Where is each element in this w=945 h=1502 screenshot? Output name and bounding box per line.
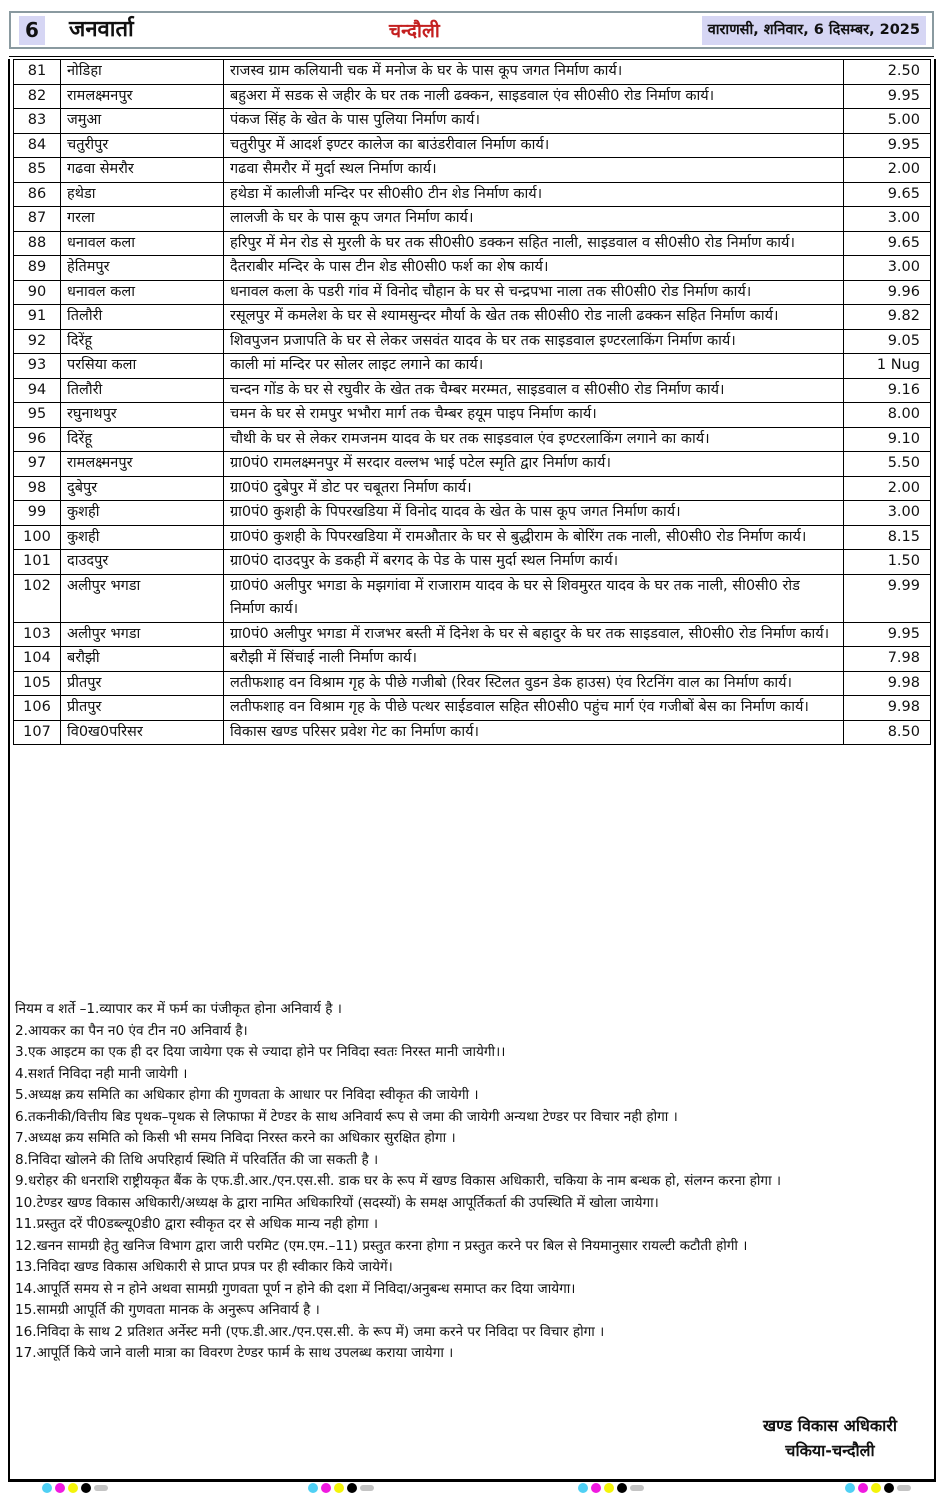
estimated-amount: 9.98 [844, 671, 931, 696]
serial-number: 81 [14, 60, 61, 85]
village-name: कुशही [61, 525, 224, 550]
table-row [14, 133, 931, 158]
registration-marks-right [845, 1483, 911, 1493]
work-description: रसूलपुर में कमलेश के घर से श्यामसुन्दर मौर्या के खेत तक सी0सी0 रोड नाली ढक्कन सहित निर्माण कार्य। [224, 305, 844, 330]
table-row [14, 280, 931, 305]
work-description: ग्रा0पं0 रामलक्ष्मनपुर में सरदार वल्लभ भाई पटेल स्मृति द्वार निर्माण कार्य। [224, 452, 844, 477]
registration-bar-icon [897, 1485, 911, 1491]
terms-and-conditions [13, 999, 931, 1365]
serial-number: 100 [14, 525, 61, 550]
serial-number: 98 [14, 476, 61, 501]
registration-marks-center-right [578, 1483, 644, 1493]
serial-number: 82 [14, 84, 61, 109]
work-description: ग्रा0पं0 कुशही के पिपरखडिया में विनोद यादव के खेत के पास कूप जगत निर्माण कार्य। [224, 501, 844, 526]
table-row [14, 671, 931, 696]
header-rule [9, 56, 934, 57]
estimated-amount: 1 Nug [844, 354, 931, 379]
estimated-amount: 9.95 [844, 622, 931, 647]
village-name: दिरेंहू [61, 329, 224, 354]
table-row [14, 256, 931, 281]
serial-number: 95 [14, 403, 61, 428]
village-name: बरौझी [61, 647, 224, 672]
work-description: ग्रा0पं0 दुबेपुर में डोट पर चबूतरा निर्माण कार्य। [224, 476, 844, 501]
village-name: धनावल कला [61, 280, 224, 305]
village-name: गरला [61, 207, 224, 232]
work-description: विकास खण्ड परिसर प्रवेश गेट का निर्माण कार्य। [224, 720, 844, 745]
estimated-amount: 8.50 [844, 720, 931, 745]
village-name: गढवा सेमरौर [61, 158, 224, 183]
table-row [14, 305, 931, 330]
estimated-amount: 9.82 [844, 305, 931, 330]
table-row [14, 207, 931, 232]
estimated-amount: 3.00 [844, 501, 931, 526]
estimated-amount: 9.98 [844, 696, 931, 721]
estimated-amount: 9.65 [844, 182, 931, 207]
table-row [14, 647, 931, 672]
work-description: हथेडा में कालीजी मन्दिर पर सी0सी0 टीन शेड निर्माण कार्य। [224, 182, 844, 207]
estimated-amount: 9.65 [844, 231, 931, 256]
estimated-amount: 9.05 [844, 329, 931, 354]
registration-dot-icon [591, 1483, 601, 1493]
registration-dot-icon [858, 1483, 868, 1493]
term-item: 13.निविदा खण्ड विकास अधिकारी से प्राप्त प्रपत्र पर ही स्वीकार किये जायेगें। [15, 1259, 393, 1275]
serial-number: 104 [14, 647, 61, 672]
estimated-amount: 5.50 [844, 452, 931, 477]
work-description: चतुरीपुर में आदर्श इण्टर कालेज का बाउंडरीवाल निर्माण कार्य। [224, 133, 844, 158]
estimated-amount: 8.00 [844, 403, 931, 428]
registration-dot-icon [604, 1483, 614, 1493]
estimated-amount: 9.95 [844, 84, 931, 109]
estimated-amount: 3.00 [844, 256, 931, 281]
serial-number: 91 [14, 305, 61, 330]
serial-number: 94 [14, 378, 61, 403]
term-item: 11.प्रस्तुत दरें पी0डब्ल्यू0डी0 द्वारा स्वीकृत दर से अधिक मान्य नही होगा । [15, 1216, 379, 1232]
work-description: काली मां मन्दिर पर सोलर लाइट लगाने का कार्य। [224, 354, 844, 379]
village-name: वि0ख0परिसर [61, 720, 224, 745]
term-item: नियम व शर्ते –1.व्यापार कर में फर्म का पंजीकृत होना अनिवार्य है । [15, 1001, 342, 1017]
work-description: लालजी के घर के पास कूप जगत निर्माण कार्य। [224, 207, 844, 232]
work-description: लतीफशाह वन विश्राम गृह के पीछे गजीबो (रिवर स्टिलत वुडन डेक हाउस) एंव रिटनिंग वाल का निर्माण कार्य। [224, 671, 844, 696]
village-name: रामलक्ष्मनपुर [61, 84, 224, 109]
serial-number: 105 [14, 671, 61, 696]
estimated-amount: 9.95 [844, 133, 931, 158]
table-row [14, 525, 931, 550]
serial-number: 93 [14, 354, 61, 379]
village-name: हेतिमपुर [61, 256, 224, 281]
term-item: 4.सशर्त निविदा नही मानी जायेगी । [15, 1065, 188, 1082]
serial-number: 102 [14, 574, 61, 622]
serial-number: 89 [14, 256, 61, 281]
village-name: अलीपुर भगडा [61, 622, 224, 647]
registration-dot-icon [347, 1483, 357, 1493]
term-item: 2.आयकर का पैन न0 एंव टीन न0 अनिवार्य है। [15, 1022, 248, 1039]
term-item: 15.सामग्री आपूर्ति की गुणवता मानक के अनुरूप अनिवार्य है । [15, 1302, 320, 1318]
village-name: जमुआ [61, 109, 224, 134]
term-item: 12.खनन सामग्री हेतु खनिज विभाग द्वारा जारी परमिट (एम.एम.–11) प्रस्तुत करना होगा न प्रस्तुत करने पर बिल से नियमानुसार रायल्टी कटौती होगी । [15, 1237, 748, 1254]
term-item: 10.टेण्डर खण्ड विकास अधिकारी/अध्यक्ष के द्वारा नामित अधिकारियों (सदस्यों) के समक्ष आपूर्तिकर्ता की उपस्थिति में खोला जायेगा। [15, 1194, 659, 1211]
registration-dot-icon [845, 1483, 855, 1493]
village-name: चतुरीपुर [61, 133, 224, 158]
serial-number: 92 [14, 329, 61, 354]
village-name: तिलौरी [61, 305, 224, 330]
term-item: 5.अध्यक्ष क्रय समिति का अधिकार होगा की गुणवता के आधार पर निविदा स्वीकृत की जायेगी । [15, 1087, 479, 1103]
table-row [14, 158, 931, 183]
registration-dot-icon [81, 1483, 91, 1493]
section-title: चन्दौली [389, 20, 440, 42]
village-name: हथेडा [61, 182, 224, 207]
term-item: 7.अध्यक्ष क्रय समिति को किसी भी समय निविदा निरस्त करने का अधिकार सुरक्षित होगा । [15, 1130, 456, 1146]
table-row [14, 109, 931, 134]
serial-number: 101 [14, 550, 61, 575]
table-row [14, 501, 931, 526]
serial-number: 107 [14, 720, 61, 745]
registration-dot-icon [334, 1483, 344, 1493]
serial-number: 99 [14, 501, 61, 526]
registration-dot-icon [55, 1483, 65, 1493]
work-description: बरौझी में सिंचाई नाली निर्माण कार्य। [224, 647, 844, 672]
footer-rule [8, 1479, 936, 1480]
work-description: चन्दन गोंड के घर से रघुवीर के खेत तक चैम्बर मरम्मत, साइडवाल व सी0सी0 रोड निर्माण कार्य। [224, 378, 844, 403]
work-description: दैतराबीर मन्दिर के पास टीन शेड सी0सी0 फर्श का शेष कार्य। [224, 256, 844, 281]
work-description: गढवा सैमरौर में मुर्दा स्थल निर्माण कार्य। [224, 158, 844, 183]
term-item: 9.धरोहर की धनराशि राष्ट्रीयकृत बैंक के एफ.डी.आर./एन.एस.सी. डाक घर के रूप में खण्ड विकास अधिकारी, चकिया के नाम बन्धक हो, संलग्न करना होगा । [15, 1173, 782, 1189]
serial-number: 88 [14, 231, 61, 256]
estimated-amount: 1.50 [844, 550, 931, 575]
table-row [14, 720, 931, 745]
village-name: प्रीतपुर [61, 696, 224, 721]
village-name: कुशही [61, 501, 224, 526]
village-name: दुबेपुर [61, 476, 224, 501]
estimated-amount: 3.00 [844, 207, 931, 232]
estimated-amount: 9.96 [844, 280, 931, 305]
estimated-amount: 2.50 [844, 60, 931, 85]
work-description: धनावल कला के पडरी गांव में विनोद चौहान के घर से चन्द्रपभा नाला तक सी0सी0 रोड निर्माण कार्य। [224, 280, 844, 305]
page-number: 6 [19, 16, 45, 45]
village-name: धनावल कला [61, 231, 224, 256]
village-name: दिरेंहू [61, 427, 224, 452]
table-row [14, 354, 931, 379]
registration-dot-icon [871, 1483, 881, 1493]
serial-number: 85 [14, 158, 61, 183]
estimated-amount: 8.15 [844, 525, 931, 550]
table-row [14, 329, 931, 354]
signatory-location: चकिया-चन्दौली [785, 1441, 875, 1460]
table-row [14, 476, 931, 501]
registration-dot-icon [321, 1483, 331, 1493]
dateline: वाराणसी, शनिवार, 6 दिसम्बर, 2025 [702, 16, 926, 45]
table-row [14, 696, 931, 721]
term-item: 16.निविदा के साथ 2 प्रतिशत अर्नेस्ट मनी (एफ.डी.आर./एन.एस.सी. के रूप में) जमा करने पर निविदा पर विचार होगा । [15, 1323, 605, 1340]
term-item: 14.आपूर्ति समय से न होने अथवा सामग्री गुणवता पूर्ण न होने की दशा में निविदा/अनुबन्ध समाप्त कर दिया जायेगा। [15, 1280, 576, 1297]
table-row [14, 427, 931, 452]
work-description: राजस्व ग्राम कलियानी चक में मनोज के घर के पास कूप जगत निर्माण कार्य। [224, 60, 844, 85]
term-item: 17.आपूर्ति किये जाने वाली मात्रा का विवरण टेण्डर फार्म के साथ उपलब्ध कराया जायेगा । [15, 1345, 454, 1361]
newspaper-name: जनवार्ता [69, 17, 134, 42]
term-item: 6.तकनीकी/वित्तीय बिड पृथक–पृथक से लिफाफा में टेण्डर के साथ अनिवार्य रूप से जमा की जायेगी अन्यथा टेण्डर पर विचार नही होगा । [15, 1108, 678, 1125]
estimated-amount: 5.00 [844, 109, 931, 134]
serial-number: 103 [14, 622, 61, 647]
table-row [14, 231, 931, 256]
estimated-amount: 2.00 [844, 476, 931, 501]
serial-number: 83 [14, 109, 61, 134]
work-description: चमन के घर से रामपुर भभौरा मार्ग तक चैम्बर हयूम पाइप निर्माण कार्य। [224, 403, 844, 428]
signature-block [763, 1413, 897, 1463]
works-table [13, 59, 931, 745]
registration-marks-left [42, 1483, 108, 1493]
term-item: 3.एक आइटम का एक ही दर दिया जायेगा एक से ज्यादा होने पर निविदा स्वतः निरस्त मानी जायेगी।। [15, 1044, 506, 1060]
registration-dot-icon [617, 1483, 627, 1493]
table-row [14, 378, 931, 403]
registration-dot-icon [68, 1483, 78, 1493]
signatory-designation: खण्ड विकास अधिकारी [762, 1416, 897, 1435]
work-description: बहुअरा में सडक से जहीर के घर तक नाली ढक्कन, साइडवाल एंव सी0सी0 रोड निर्माण कार्य। [224, 84, 844, 109]
work-description: ग्रा0पं0 दाउदपुर के डकही में बरगद के पेड के पास मुर्दा स्थल निर्माण कार्य। [224, 550, 844, 575]
estimated-amount: 7.98 [844, 647, 931, 672]
table-row [14, 574, 931, 622]
work-description: ग्रा0पं0 अलीपुर भगडा के मझगांवा में राजाराम यादव के घर से शिवमुरत यादव के घर तक नाली, सी0सी0 रोड निर्माण कार्य। [224, 574, 844, 622]
table-row [14, 403, 931, 428]
serial-number: 87 [14, 207, 61, 232]
registration-dot-icon [578, 1483, 588, 1493]
estimated-amount: 9.10 [844, 427, 931, 452]
estimated-amount: 9.99 [844, 574, 931, 622]
village-name: दाउदपुर [61, 550, 224, 575]
village-name: रामलक्ष्मनपुर [61, 452, 224, 477]
registration-bar-icon [630, 1485, 644, 1491]
registration-dot-icon [308, 1483, 318, 1493]
serial-number: 86 [14, 182, 61, 207]
work-description: हरिपुर में मेन रोड से मुरली के घर तक सी0सी0 डक्कन सहित नाली, साइडवाल व सी0सी0 रोड निर्माण कार्य। [224, 231, 844, 256]
work-description: पंकज सिंह के खेत के पास पुलिया निर्माण कार्य। [224, 109, 844, 134]
masthead [9, 11, 934, 49]
work-description: लतीफशाह वन विश्राम गृह के पीछे पत्थर साईडवाल सहित सी0सी0 पहुंच मार्ग एंव गजीबों बेस का निर्माण कार्य। [224, 696, 844, 721]
serial-number: 97 [14, 452, 61, 477]
table-row [14, 182, 931, 207]
village-name: प्रीतपुर [61, 671, 224, 696]
village-name: रघुनाथपुर [61, 403, 224, 428]
work-description: शिवपुजन प्रजापति के घर से लेकर जसवंत यादव के घर तक साइडवाल इण्टरलाकिंग निर्माण कार्य। [224, 329, 844, 354]
work-description: चौथी के घर से लेकर रामजनम यादव के घर तक साइडवाल एंव इण्टरलाकिंग लगाने का कार्य। [224, 427, 844, 452]
serial-number: 84 [14, 133, 61, 158]
work-description: ग्रा0पं0 कुशही के पिपरखडिया में रामऔतार के घर से बुद्धीराम के बोरिंग तक नाली, सी0सी0 रोड निर्माण कार्य। [224, 525, 844, 550]
registration-dot-icon [884, 1483, 894, 1493]
serial-number: 106 [14, 696, 61, 721]
estimated-amount: 9.16 [844, 378, 931, 403]
table-row [14, 622, 931, 647]
registration-bar-icon [360, 1485, 374, 1491]
village-name: तिलौरी [61, 378, 224, 403]
serial-number: 96 [14, 427, 61, 452]
village-name: अलीपुर भगडा [61, 574, 224, 622]
registration-bar-icon [94, 1485, 108, 1491]
table-row [14, 550, 931, 575]
registration-dot-icon [42, 1483, 52, 1493]
village-name: परसिया कला [61, 354, 224, 379]
table-row [14, 452, 931, 477]
serial-number: 90 [14, 280, 61, 305]
table-row [14, 84, 931, 109]
village-name: नोडिहा [61, 60, 224, 85]
term-item: 8.निविदा खोलने की तिथि अपरिहार्य स्थिति में परिवर्तित की जा सकती है । [15, 1151, 379, 1168]
registration-marks-center-left [308, 1483, 374, 1493]
table-row [14, 60, 931, 85]
work-description: ग्रा0पं0 अलीपुर भगडा में राजभर बस्ती में दिनेश के घर से बहादुर के घर तक साइडवाल, सी0सी0 रोड निर्माण कार्य। [224, 622, 844, 647]
estimated-amount: 2.00 [844, 158, 931, 183]
